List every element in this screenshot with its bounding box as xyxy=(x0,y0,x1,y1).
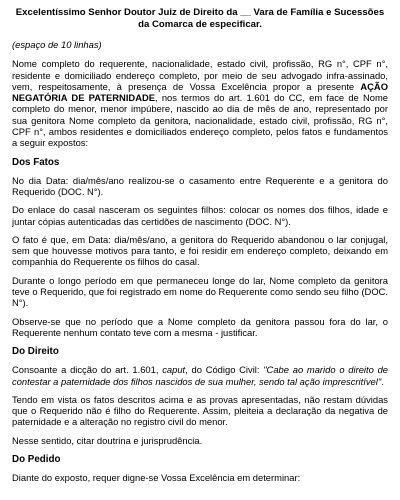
section-heading-pedido: Do Pedido xyxy=(12,454,61,466)
fatos-paragraph: Do enlace do casal nasceram os seguintes filhos: colocar os nomes dos filhos, idade e juntar cópias autenticadas das certidões de nascimento (DOC. N°). xyxy=(12,204,388,227)
fatos-paragraph: No dia Data: dia/mês/ano realizou-se o casamento entre Requerente e a genitora do Requerido (DOC. N°). xyxy=(12,174,388,197)
section-heading-direito: Do Direito xyxy=(12,346,59,358)
pedido-paragraph: Diante do exposto, requer digne-se Vossa Excelência em determinar: xyxy=(12,472,301,484)
citation-mid: , do Código Civil: xyxy=(185,364,264,376)
citation-quote: "Cabe ao marido o direito de contestar a paternidade dos filhos nascidos de sua mulher, sendo tal ação imprescritível" xyxy=(12,364,388,387)
intro-text-continued: , nos termos do art. 1.601 do CC, em face de Nome completo do menor, menor impúbere, nascido ao dia de mês de ano, representado por sua genitora Nome completo da genitora, nacionalidade, estado civil, profissão, RG n°, CPF n°, ambos residentes e domiciliados endereço completo, pelos fatos e fundamentos a seguir expostos: xyxy=(12,92,388,149)
section-heading-fatos: Dos Fatos xyxy=(12,156,60,168)
fatos-paragraph: Durante o longo período em que permaneceu longe do lar, Nome completo da genitora teve o Requerido, que foi registrado em nome do Requerente como sendo seu filho (DOC. N°). xyxy=(12,274,388,309)
spacing-note: (espaço de 10 linhas) xyxy=(12,39,102,50)
fatos-paragraph: O fato é que, em Data: dia/mês/ano, a genitora do Requerido abandonou o lar conjugal, sem que houvesse motivos para tanto, e foi residir em endereço completo, deixando em companhia do Requerente os filhos do casal. xyxy=(12,233,388,268)
citation-intro: Consoante a dicção do art. 1.601, xyxy=(12,364,163,376)
intro-text: Nome completo do requerente, nacionalidade, estado civil, profissão, RG n°, CPF n°, residente e domiciliado endereço completo, por meio de seu advogado infra-assinado, vem, respeitosamente, à presença de Vossa Excelência propor a presente xyxy=(12,58,388,92)
action-title: AÇÃO NEGATÓRIA DE PATERNIDADE xyxy=(12,80,388,104)
document-body xyxy=(12,7,388,490)
document-header: Excelentíssimo Senhor Doutor Juiz de Direito da __ Vara de Família e Sucessões da Comarca de especificar. xyxy=(15,7,385,30)
intro-paragraph xyxy=(12,58,388,148)
fatos-paragraph: Observe-se que no período que a Nome completo da genitora passou fora do lar, o Requerente nenhum contato teve com a mesma - justificar. xyxy=(12,315,388,338)
direito-paragraph: Nesse sentido, citar doutrina e jurisprudência. xyxy=(12,434,203,446)
citation-caput: caput xyxy=(162,364,186,376)
direito-paragraph: Tendo em vista os fatos descritos acima e as provas apresentadas, não restam dúvidas que o Requerido não é filho do Requerente. Assim, pleiteia a declaração da negativa de paternidade e a alteração no registro civil do menor. xyxy=(12,393,388,428)
direito-citation-paragraph xyxy=(12,364,388,387)
citation-end: . xyxy=(381,375,384,387)
